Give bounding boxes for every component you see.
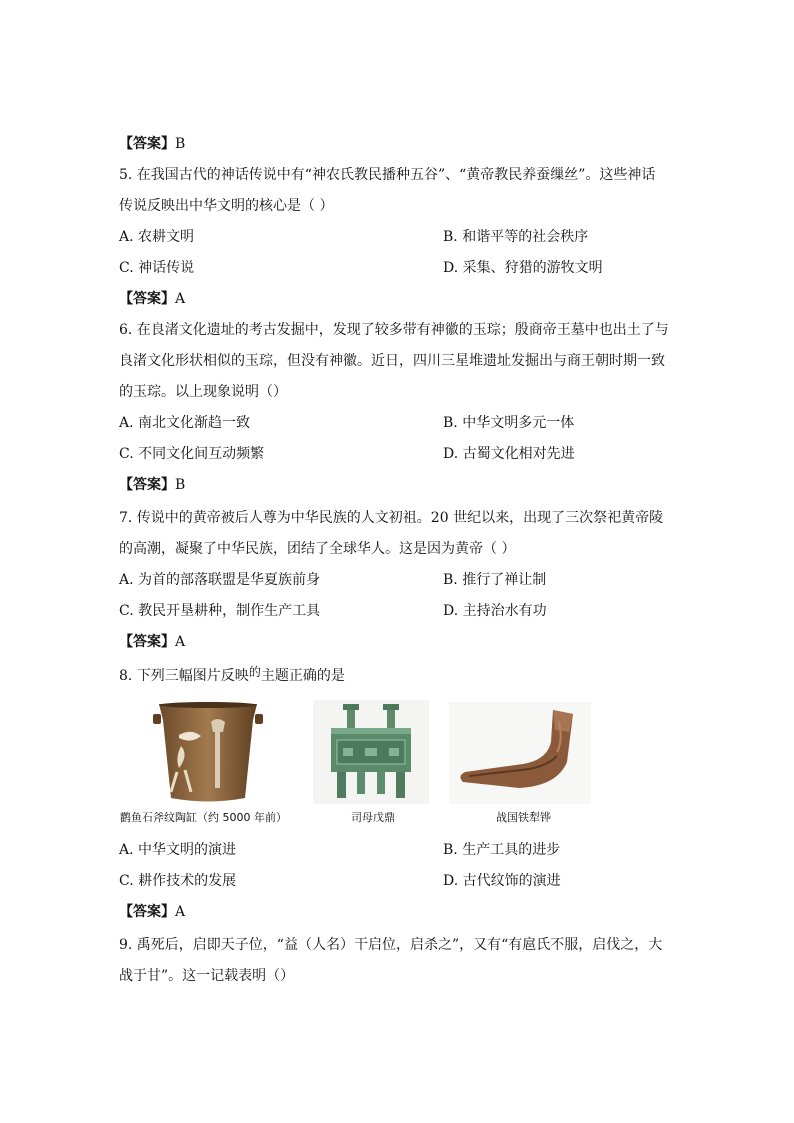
- option-c: C. 耕作技术的发展: [119, 873, 237, 889]
- bronze-ding-image: [313, 700, 429, 804]
- answer-line: [119, 475, 185, 495]
- option-a: A. 中华文明的演进: [119, 842, 237, 858]
- question-7-stem-line1: 7. 传说中的黄帝被后人尊为中华民族的人文初祖。20 世纪以来，出现了三次祭祀黄帝陵: [119, 510, 664, 526]
- pottery-jar-image: [119, 700, 299, 806]
- option-d: D. 采集、狩猎的游牧文明: [443, 260, 603, 276]
- question-5-stem-line1: 5. 在我国古代的神话传说中有“神农氏教民播种五谷”、“黄帝教民养蚕缫丝”。这些神话: [119, 167, 656, 183]
- option-c: C. 教民开垦耕种，制作生产工具: [119, 603, 321, 619]
- option-c: C. 不同文化间互动频繁: [119, 446, 265, 462]
- option-d: D. 古代纹饰的演进: [443, 873, 561, 889]
- image-caption: 战国铁犁铧: [496, 811, 551, 824]
- answer-value: B: [175, 477, 186, 493]
- option-b: B. 和谐平等的社会秩序: [443, 229, 589, 245]
- question-8-stem-text: 8. 下列三幅图片反映: [119, 668, 249, 684]
- question-9-stem-line2: 战于甘”。这一记载表明（）: [119, 968, 295, 984]
- option-b: B. 生产工具的进步: [443, 842, 561, 858]
- image-caption: 司母戊鼎: [351, 811, 395, 824]
- option-d: D. 主持治水有功: [443, 603, 547, 619]
- option-b: B. 中华文明多元一体: [443, 415, 575, 431]
- answer-label: 【答案】: [119, 634, 175, 650]
- question-5-stem-line2: 传说反映出中华文明的核心是（ ）: [119, 198, 334, 214]
- question-8-stem: [119, 666, 345, 686]
- answer-value: B: [175, 136, 186, 152]
- option-a: A. 南北文化渐趋一致: [119, 415, 251, 431]
- question-6-stem-line1: 6. 在良渚文化遗址的考古发掘中，发现了较多带有神徽的玉琮；殷商帝王墓中也出土了与: [119, 322, 669, 338]
- image-caption: 鹳鱼石斧纹陶缸（约 5000 年前）: [120, 811, 287, 824]
- option-a: A. 农耕文明: [119, 229, 195, 245]
- option-b: B. 推行了禅让制: [443, 572, 547, 588]
- answer-label: 【答案】: [119, 291, 175, 307]
- option-a: A. 为首的部落联盟是华夏族前身: [119, 572, 321, 588]
- question-7-stem-line2: 的高潮，凝聚了中华民族，团结了全球华人。这是因为黄帝（ ）: [119, 541, 516, 557]
- answer-value: A: [175, 291, 186, 307]
- question-8-stem-text-end: 主题正确的是: [260, 668, 345, 684]
- answer-line: [119, 632, 185, 652]
- question-6-stem-line2: 良渚文化形状相似的玉琮，但没有神徽。近日，四川三星堆遗址发掘出与商王朝时期一致: [119, 353, 665, 369]
- question-6-stem-line3: 的玉琮。以上现象说明（）: [119, 384, 287, 400]
- iron-plowshare-image: [449, 702, 591, 804]
- answer-value: A: [175, 904, 186, 920]
- answer-line: [119, 902, 185, 922]
- option-c: C. 神话传说: [119, 260, 195, 276]
- answer-line: [119, 134, 185, 154]
- answer-value: A: [175, 634, 186, 650]
- question-8-stem-superscript: 的: [248, 665, 261, 679]
- question-9-stem-line1: 9. 禹死后，启即天子位，“益（人名）干启位，启杀之”，又有“有扈氏不服，启伐之，大: [119, 937, 663, 953]
- answer-line: [119, 289, 185, 309]
- answer-label: 【答案】: [119, 477, 175, 493]
- answer-label: 【答案】: [119, 904, 175, 920]
- option-d: D. 古蜀文化相对先进: [443, 446, 575, 462]
- answer-label: 【答案】: [119, 136, 175, 152]
